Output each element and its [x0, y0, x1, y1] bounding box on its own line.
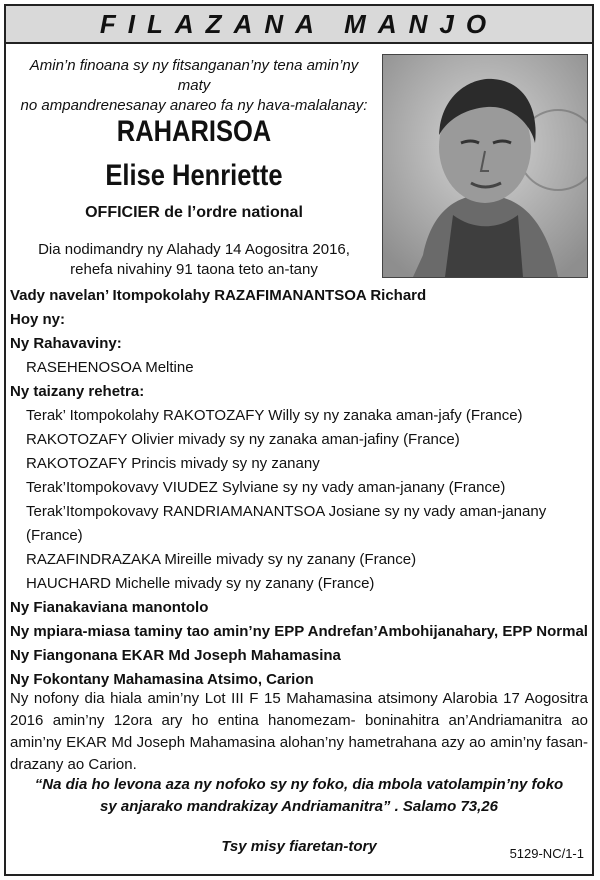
- header-title: FILAZANA MANJO: [99, 9, 499, 39]
- deceased-title: OFFICIER de l’ordre national: [85, 204, 303, 221]
- spouse-line: Vady navelan’ Itompokolahy RAZAFIMANANTSOA Richard: [10, 287, 427, 304]
- family-item: Terak’Itompokovavy RANDRIAMANANTSOA Josiane sy ny vady aman-janany (France): [26, 503, 547, 544]
- intro-line-1: Amin’n finoana sy ny fitsanganan’ny tena amin’ny maty: [29, 57, 359, 94]
- mourner-group: Ny Fokontany Mahamasina Atsimo, Carion: [10, 671, 314, 688]
- intro-text: [14, 56, 374, 116]
- family-list: [10, 284, 590, 692]
- closing-note: Tsy misy fiaretan-tory: [221, 838, 377, 855]
- mourner-group: Ny Fiangonana EKAR Md Joseph Mahamasina: [10, 647, 341, 664]
- family-item: RAKOTOZAFY Olivier mivady sy ny zanaka aman-jafiny (France): [26, 431, 460, 448]
- death-age-line: rehefa nivahiny 91 taona teto an-tany: [70, 261, 318, 278]
- intro-line-2: no ampandrenesanay anareo fa ny hava-malalanay:: [20, 97, 368, 114]
- portrait-image: [383, 55, 587, 277]
- quote-line-1: “Na dia ho levona aza ny nofoko sy ny foko, dia mbola vatolampin’ny foko: [34, 776, 564, 793]
- sibling-item: RASEHENOSOA Meltine: [26, 359, 194, 376]
- death-statement: [14, 240, 374, 280]
- death-date-line: Dia nodimandry ny Alahady 14 Aogositra 2016,: [38, 241, 350, 258]
- family-item: Terak’ Itompokolahy RAKOTOZAFY Willy sy ny zanaka aman-jafy (France): [26, 407, 523, 424]
- deceased-surname: RAHARISOA: [116, 115, 272, 148]
- quote-line-2: sy anjarako mandrakizay Andriamanitra” . Salamo 73,26: [100, 798, 498, 815]
- deceased-given-names: Elise Henriette: [105, 159, 283, 192]
- family-item: RAZAFINDRAZAKA Mireille mivady sy ny zanany (France): [26, 551, 417, 568]
- mourner-group: Ny mpiara-miasa taminy tao amin’ny EPP Andrefan’Ambohijanahary, EPP Normal: [10, 623, 588, 640]
- family-item: RAKOTOZAFY Princis mivady sy ny zanany: [26, 455, 320, 472]
- family-item: HAUCHARD Michelle mivady sy ny zanany (France): [26, 575, 375, 592]
- siblings-heading: Ny Rahavaviny:: [10, 335, 122, 352]
- funeral-details: Ny nofony dia hiala amin’ny Lot III F 15 Mahamasina atsimony Alarobia 17 Aogositra 2016 amin’ny 12ora ary ho entina hanomezam- boninahitra an’Andriamanitra ao amin’ny EKAR Md Joseph Mahamasina alohan’ny hametrahana azy ao amin’ny fasan-drazany ao Carion.: [10, 690, 588, 773]
- hoy-ny-label: Hoy ny:: [10, 311, 66, 328]
- mourner-group: Ny Fianakaviana manontolo: [10, 599, 209, 616]
- header-banner: [6, 6, 592, 44]
- bible-quote: [10, 774, 588, 818]
- family-item: Terak’Itompokovavy VIUDEZ Sylviane sy ny vady aman-janany (France): [26, 479, 506, 496]
- deceased-portrait: [382, 54, 588, 278]
- grandchildren-heading: Ny taizany rehetra:: [10, 383, 145, 400]
- reference-code: 5129-NC/1-1: [509, 846, 584, 861]
